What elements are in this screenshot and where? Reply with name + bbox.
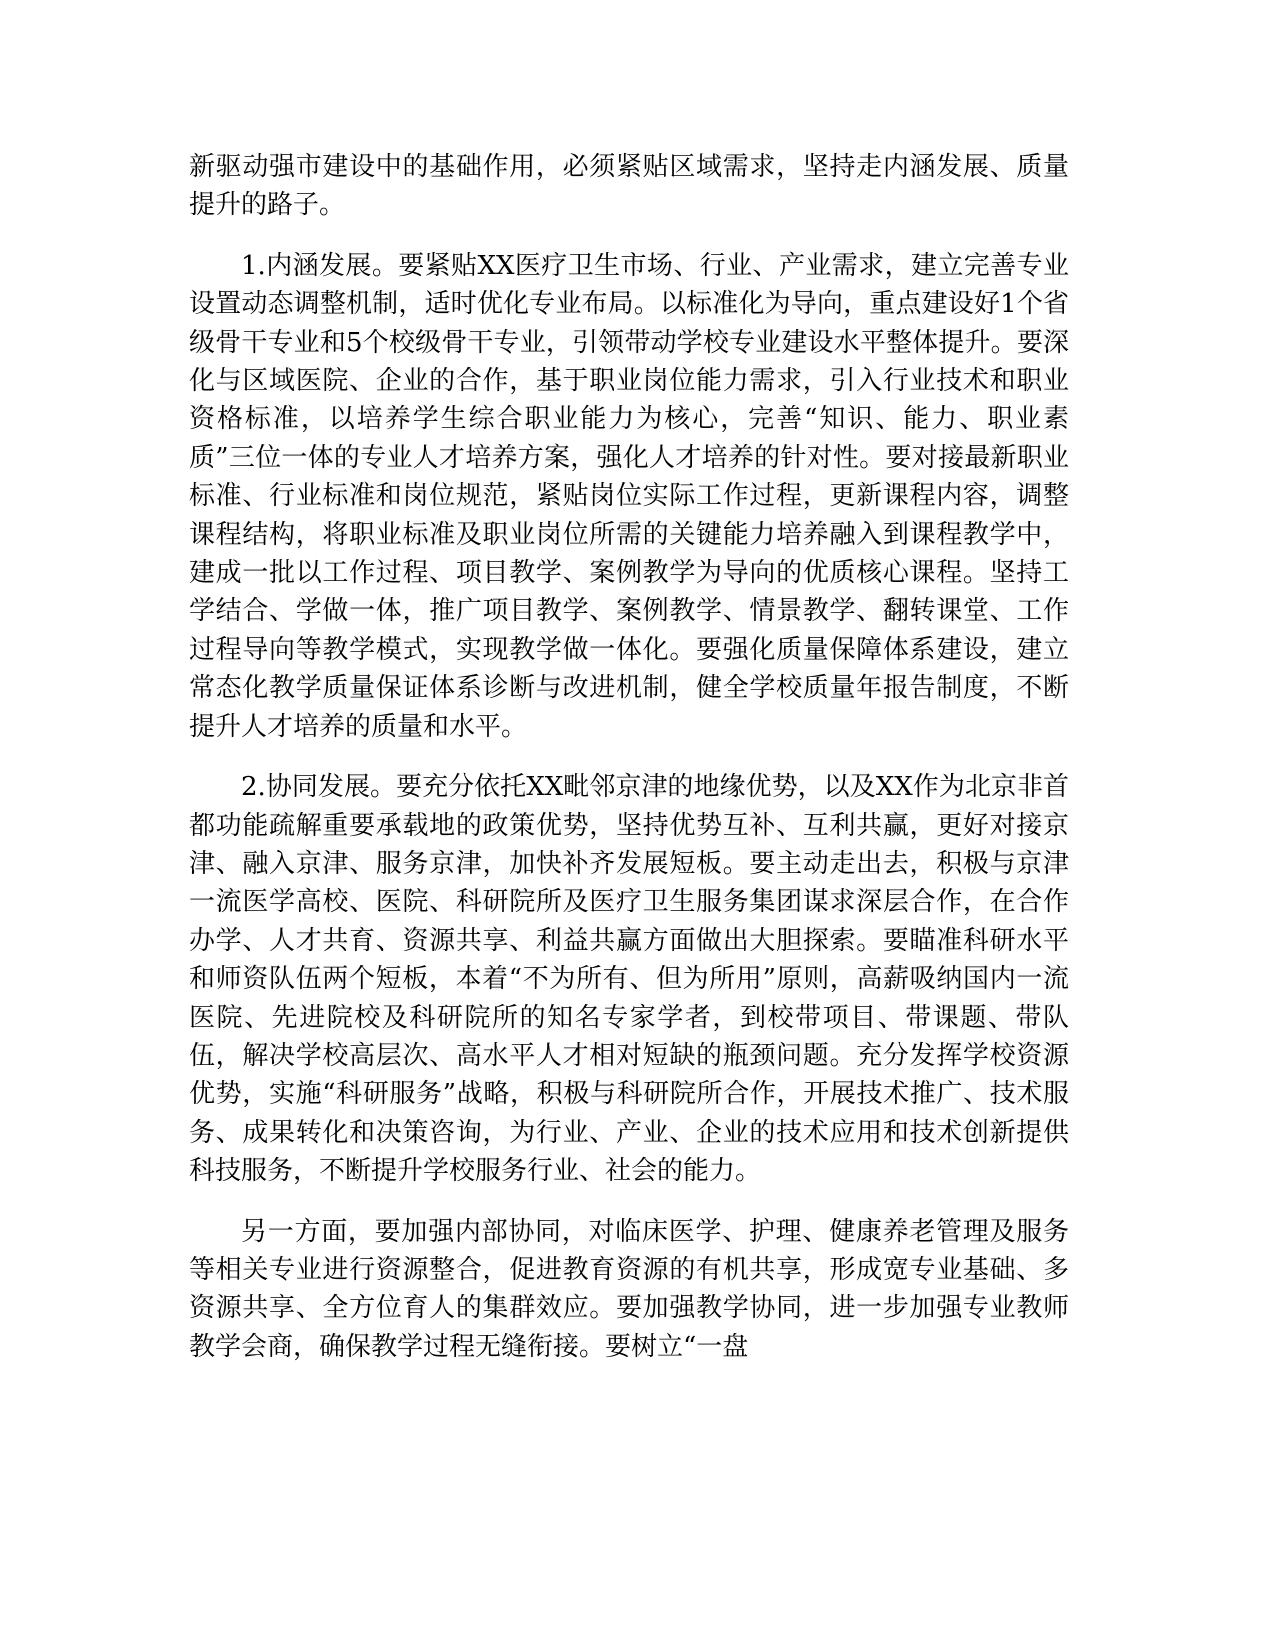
document-body: [189, 148, 1069, 1366]
paragraph-collaborative-development: 2.协同发展。要充分依托XX毗邻京津的地缘优势，以及XX作为北京非首都功能疏解重要承载地的政策优势，坚持优势互补、互利共赢，更好对接京津、融入京津、服务京津，加快补齐发展短板。要主动走出去，积极与京津一流医学高校、医院、科研院所及医疗卫生服务集团谋求深层合作，在合作办学、人才共育、资源共享、利益共赢方面做出大胆探索。要瞄准科研水平和师资队伍两个短板，本着“不为所有、但为所用”原则，高薪吸纳国内一流医院、先进院校及科研院所的知名专家学者，到校带项目、带课题、带队伍，解决学校高层次、高水平人才相对短缺的瓶颈问题。充分发挥学校资源优势，实施“科研服务”战略，积极与科研院所合作，开展技术推广、技术服务、成果转化和决策咨询，为行业、产业、企业的技术应用和技术创新提供科技服务，不断提升学校服务行业、社会的能力。: [189, 772, 1069, 1187]
paragraph-internal-collaboration: 另一方面，要加强内部协同，对临床医学、护理、健康养老管理及服务等相关专业进行资源整合，促进教育资源的有机共享，形成宽专业基础、多资源共享、全方位育人的集群效应。要加强教学协同，进一步加强专业教师教学会商，确保教学过程无缝衔接。要树立“一盘: [189, 1216, 1069, 1362]
paragraph-continuation: 新驱动强市建设中的基础作用，必须紧贴区域需求，坚持走内涵发展、质量提升的路子。: [189, 152, 1069, 221]
paragraph-connotative-development: 1.内涵发展。要紧贴XX医疗卫生市场、行业、产业需求，建立完善专业设置动态调整机制，适时优化专业布局。以标准化为导向，重点建设好1个省级骨干专业和5个校级骨干专业，引领带动学校专业建设水平整体提升。要深化与区域医院、企业的合作，基于职业岗位能力需求，引入行业技术和职业资格标准，以培养学生综合职业能力为核心，完善“知识、能力、职业素质”三位一体的专业人才培养方案，强化人才培养的针对性。要对接最新职业标准、行业标准和岗位规范，紧贴岗位实际工作过程，更新课程内容，调整课程结构，将职业标准及职业岗位所需的关键能力培养融入到课程教学中，建成一批以工作过程、项目教学、案例教学为导向的优质核心课程。坚持工学结合、学做一体，推广项目教学、案例教学、情景教学、翻转课堂、工作过程导向等教学模式，实现教学做一体化。要强化质量保障体系建设，建立常态化教学质量保证体系诊断与改进机制，健全学校质量年报告制度，不断提升人才培养的质量和水平。: [189, 250, 1069, 742]
